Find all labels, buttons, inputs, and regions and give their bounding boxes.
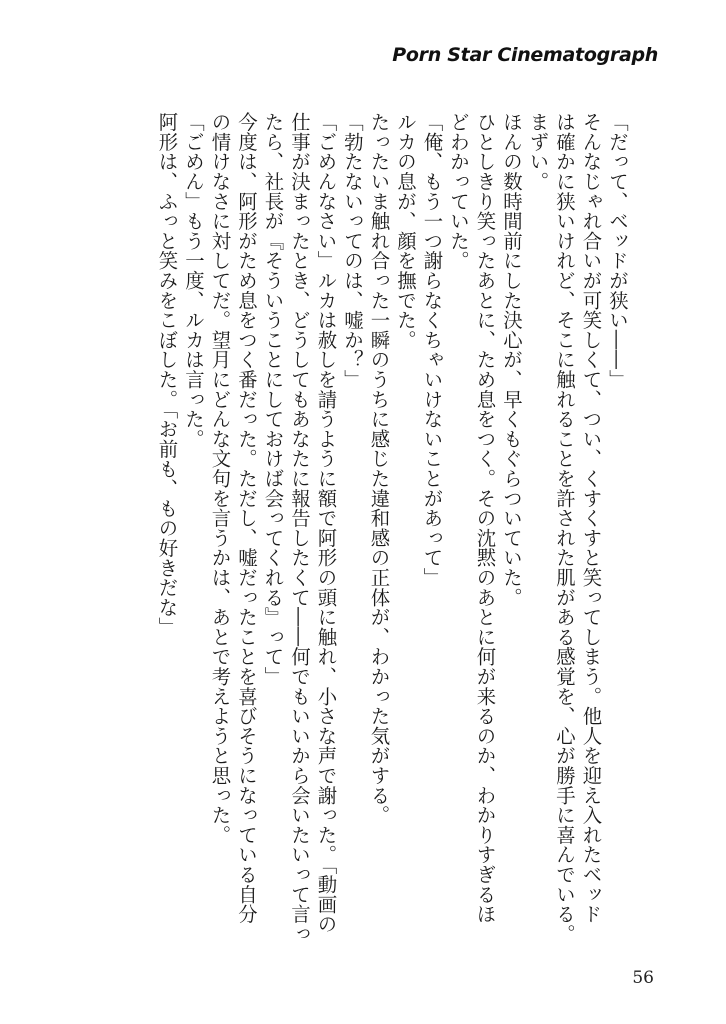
text-line: どわかっていた。 — [447, 112, 470, 271]
text-line: そんなじゃれ合いが可笑しくて、つい、くすくすと笑ってしまう。他人を迎え入れたベッド — [579, 112, 603, 924]
body-text — [153, 112, 630, 982]
text-line: ほんの数時間前にした決心が、早くもぐらついていた。 — [500, 112, 523, 607]
text-line: 仕事が決まったとき、どうしてもあなたに報告したくて――何でもいいから会いたいって言っ — [288, 112, 311, 944]
text-line: の情けなさに対してだ。望月にどんな文句を言うかは、あとで考えようと思った。 — [208, 112, 232, 845]
text-line: 「ごめんなさい」ルカは赦しを請うように額で阿形の頭に触れ、小さな声で謝った。「動画の — [314, 112, 338, 934]
text-line: たったいま触れ合った一瞬のうちに感じた違和感の正体が、わかった気がする。 — [367, 112, 391, 825]
text-line: ひとしきり笑ったあとに、ため息をつく。その沈黙のあとに何が来るのか、わかりすぎるほ — [473, 112, 497, 924]
running-head-title: Porn Star Cinematograph — [392, 44, 658, 66]
text-line: 阿形は、ふっと笑みをこぼした。「お前も、もの好きだな」 — [155, 112, 179, 637]
text-line: ルカの息が、顔を撫でた。 — [394, 112, 417, 350]
text-line: たら、社長が『そういうことにしておけば会ってくれる』って」 — [261, 112, 285, 687]
page-number: 56 — [632, 968, 654, 988]
text-line: 「勃たないってのは、嘘か？」 — [341, 112, 364, 390]
text-line: 今度は、阿形がため息をつく番だった。ただし、嘘だったことを喜びそうになっている自分 — [235, 112, 258, 924]
text-line: は確かに狭いけれど、そこに触れることを許された肌がある感覚を、心が勝手に喜んでいる。 — [553, 112, 576, 944]
text-line: 「だって、ベッドが狭い――」 — [606, 112, 629, 390]
text-line: まずい。 — [526, 112, 550, 192]
text-line: 「ごめん」もう一度、ルカは言った。 — [182, 112, 205, 449]
text-line: 「俺、もう一つ謝らなくちゃいけないことがあって」 — [420, 112, 444, 588]
